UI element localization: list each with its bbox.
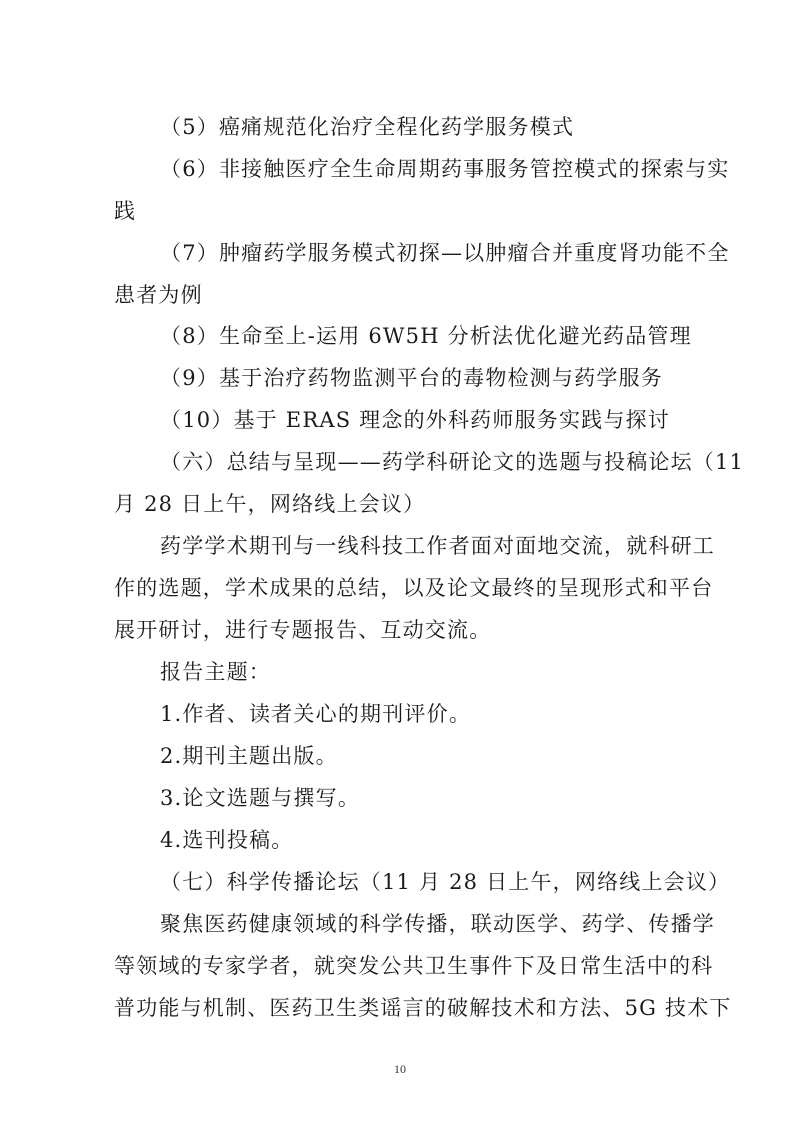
section-heading: （六）总结与呈现——药学科研论文的选题与投稿论坛（11	[160, 450, 745, 474]
list-item: 4.选刊投稿。	[160, 828, 294, 852]
text-line: 聚焦医药健康领域的科学传播，联动医学、药学、传播学	[160, 912, 715, 936]
text-line: （6）非接触医疗全生命周期药事服务管控模式的探索与实	[160, 157, 730, 181]
text-line: 报告主题：	[160, 660, 271, 684]
text-line: 作的选题，学术成果的总结，以及论文最终的呈现形式和平台	[114, 576, 714, 600]
section-heading: （七）科学传播论坛（11 月 28 日上午，网络线上会议）	[160, 870, 731, 894]
text-line: （7）肿瘤药学服务模式初探—以肿瘤合并重度肾功能不全	[160, 241, 730, 265]
list-item: 3.论文选题与撰写。	[160, 786, 361, 810]
text-line: 等领域的专家学者，就突发公共卫生事件下及日常生活中的科	[114, 954, 714, 978]
list-item: 2.期刊主题出版。	[160, 744, 338, 768]
text-line: 普功能与机制、医药卫生类谣言的破解技术和方法、5G 技术下	[114, 996, 732, 1020]
page-number: 10	[394, 1062, 406, 1076]
text-line: （8）生命至上-运用 6W5H 分析法优化避光药品管理	[160, 324, 692, 348]
text-line: 展开研讨，进行专题报告、互动交流。	[114, 618, 492, 642]
text-line: （10）基于 ERAS 理念的外科药师服务实践与探讨	[160, 408, 670, 432]
text-line: 践	[114, 199, 137, 223]
text-line: 患者为例	[114, 283, 203, 307]
text-line: （5）癌痛规范化治疗全程化药学服务模式	[160, 115, 575, 139]
list-item: 1.作者、读者关心的期刊评价。	[160, 702, 472, 726]
text-line: （9）基于治疗药物监测平台的毒物检测与药学服务	[160, 366, 663, 390]
section-heading: 月 28 日上午，网络线上会议）	[114, 492, 426, 516]
text-line: 药学学术期刊与一线科技工作者面对面地交流，就科研工	[160, 534, 715, 558]
